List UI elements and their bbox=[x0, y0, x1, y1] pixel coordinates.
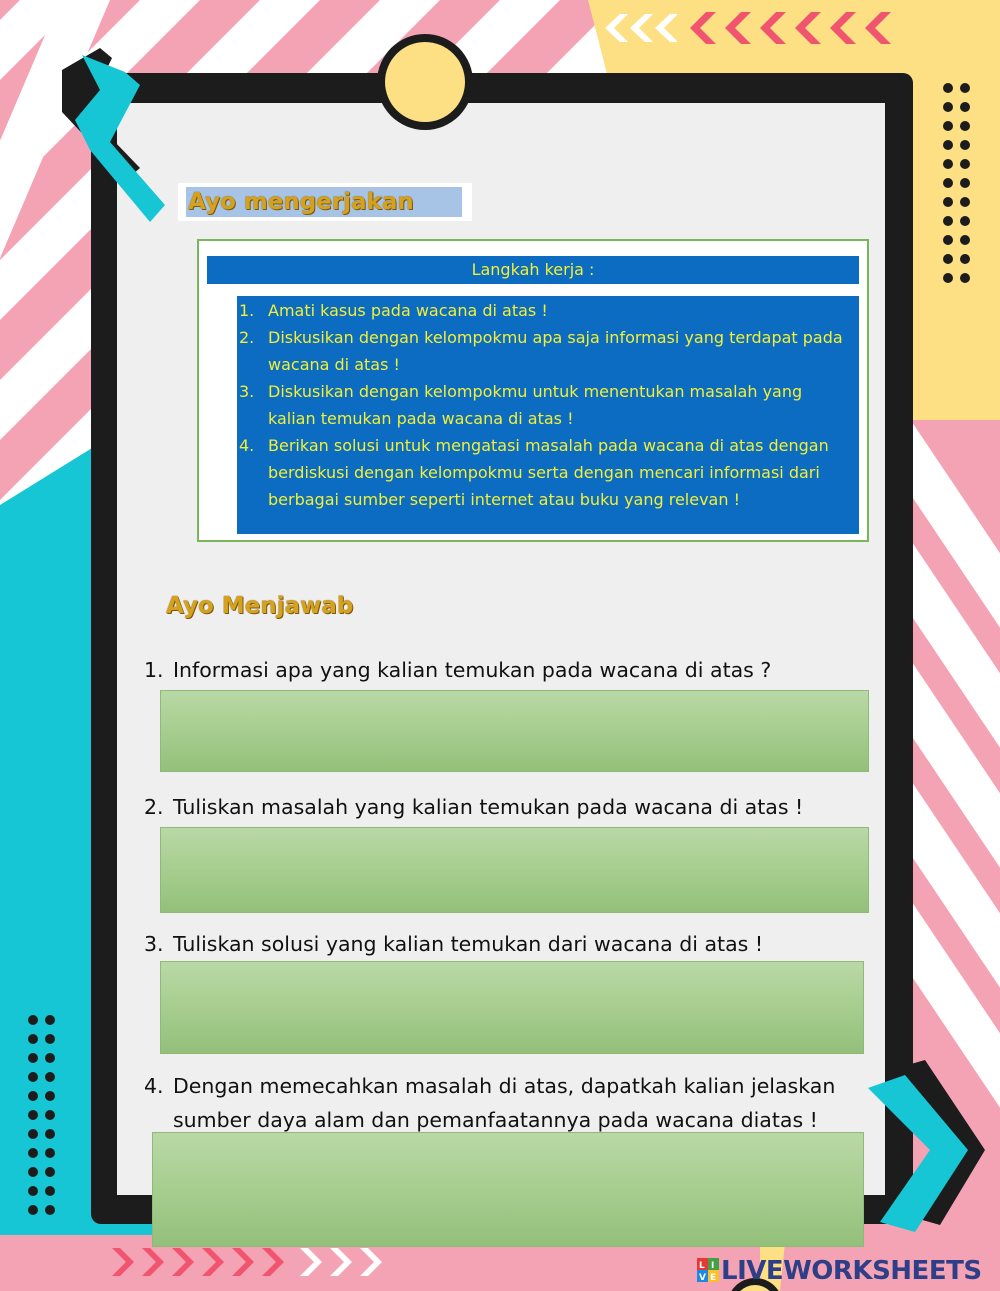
question-number: 1. bbox=[144, 658, 164, 682]
answer-field-3[interactable] bbox=[160, 961, 864, 1054]
question-number: 4. bbox=[144, 1074, 164, 1098]
question-number: 3. bbox=[144, 932, 164, 956]
answer-section-title: Ayo Menjawab bbox=[166, 593, 354, 619]
answer-field-4[interactable] bbox=[152, 1132, 864, 1247]
step-number: 2. bbox=[239, 328, 255, 347]
liveworksheets-badge-icon bbox=[697, 1258, 719, 1282]
question-number: 2. bbox=[144, 795, 164, 819]
step-number: 4. bbox=[239, 436, 255, 455]
step-text: Diskusikan dengan kelompokmu apa saja informasi yang terdapat pada wacana di atas ! bbox=[268, 328, 843, 374]
question-text: Tuliskan masalah yang kalian temukan pada wacana di atas ! bbox=[173, 795, 804, 819]
step-number: 1. bbox=[239, 301, 255, 320]
answer-field-1[interactable] bbox=[160, 690, 869, 772]
question-text: Dengan memecahkan masalah di atas, dapatkah kalian jelaskan sumber daya alam dan pemanfaatannya pada wacana diatas ! bbox=[173, 1074, 836, 1132]
work-section-title-box bbox=[178, 183, 472, 221]
question-text: Tuliskan solusi yang kalian temukan dari wacana di atas ! bbox=[173, 932, 764, 956]
question-text: Informasi apa yang kalian temukan pada wacana di atas ? bbox=[173, 658, 772, 682]
svg-text:L: L bbox=[699, 1261, 705, 1271]
steps-header: Langkah kerja : bbox=[207, 256, 859, 284]
svg-text:V: V bbox=[699, 1273, 706, 1282]
step-number: 3. bbox=[239, 382, 255, 401]
liveworksheets-wordmark: LIVEWORKSHEETS bbox=[721, 1256, 982, 1286]
svg-text:I: I bbox=[711, 1261, 715, 1271]
step-text: Berikan solusi untuk mengatasi masalah pada wacana di atas dengan berdiskusi dengan kelompokmu serta dengan mencari informasi dari berbagai sumber seperti internet atau buku yang relevan ! bbox=[268, 436, 829, 509]
step-text: Diskusikan dengan kelompokmu untuk menentukan masalah yang kalian temukan pada wacana di atas ! bbox=[268, 382, 803, 428]
answer-field-2[interactable] bbox=[160, 827, 869, 913]
svg-text:E: E bbox=[710, 1273, 717, 1282]
work-section-title: Ayo mengerjakan bbox=[186, 187, 462, 217]
steps-list bbox=[237, 296, 859, 534]
step-text: Amati kasus pada wacana di atas ! bbox=[268, 301, 548, 320]
